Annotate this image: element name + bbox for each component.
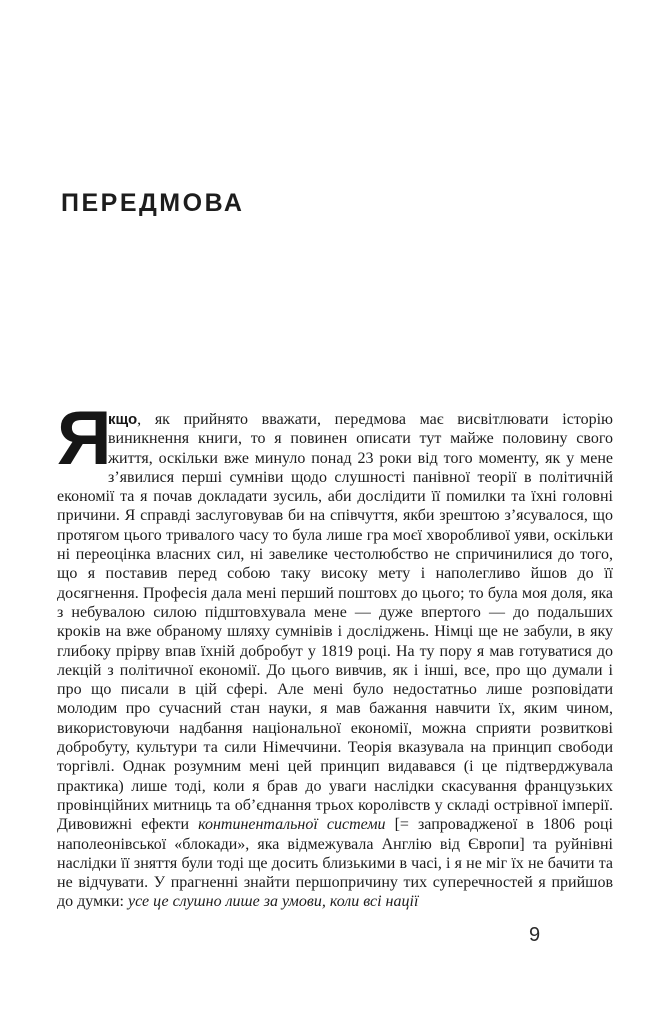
- chapter-heading: ПЕРЕДМОВА: [61, 189, 245, 217]
- text-segment-normal: [= запровадженої в 1806 році наполеонівської «блокади», яка відмежувала Англію від Європи] та руйнівні наслідки її зняття були тоді ще досить близькими в часі, і я не міг їх не бачити та не відчувати. У прагненні знайти першопричину тих суперечностей я прийшов до думки:: [57, 816, 613, 911]
- paragraph-text: [57, 396, 613, 911]
- text-segment-italic: усе це слушно лише за умови, коли всі нації: [127, 893, 419, 911]
- body-text-block: [57, 396, 613, 912]
- text-segment-italic: континентальної системи: [198, 816, 386, 834]
- text-segment-bold: кщо: [108, 411, 138, 428]
- text-segment-normal: , як прийнято вважати, передмова має висвітлювати історію виникнення книги, то я повинен описати тут майже половину свого життя, оскільки вже минуло понад 23 роки від того моменту, як у мене з’явилися перші сумніви щодо слушності панівної теорії в політичній економії та я почав докладати зусиль, аби дослідити її помилки та їхні головні причини. Я справді заслуговував би на співчуття, якби зрештою з’ясувалося, що протягом цього тривалого часу то була лише гра моєї хворобливої уяви, оскільки ні переоцінка власних сил, ні завелике честолюбство не спричинилися до того, що я поставив перед собою таку високу мету і наполегливо йшов до її досягнення. Професія дала мені перший поштовх до цього; то була моя доля, яка з небувалою силою підштовхувала мене — дуже впертого — до подальших кроків на вже обраному шляху сумнівів і досліджень. Німці ще не забули, в яку глибоку прірву впав їхній добробут у 1819 році. На ту пору я мав готуватися до лекцій з політичної економії. До цього вивчив, як і інші, все, про що думали і про що писали в цій сфері. Але мені було недостатньо лише розповідати молодим про сучасний стан науки, я мав бажання навчити їх, яким чином, використовуючи надбання національної економії, можна сприяти розвиткові добробуту, культури та сили Німеччини. Теорія вказувала на принцип свободи торгівлі. Однак розумним мені цей принцип видавався (і це підтверджувала практика) лише тоді, коли я брав до уваги наслідки скасування французьких провінційних митниць та об’єднання трьох королівств у складі острівної імперії. Дивовижні ефекти: [57, 411, 613, 834]
- dropcap-letter: Я: [57, 396, 112, 481]
- page-number: 9: [529, 924, 541, 946]
